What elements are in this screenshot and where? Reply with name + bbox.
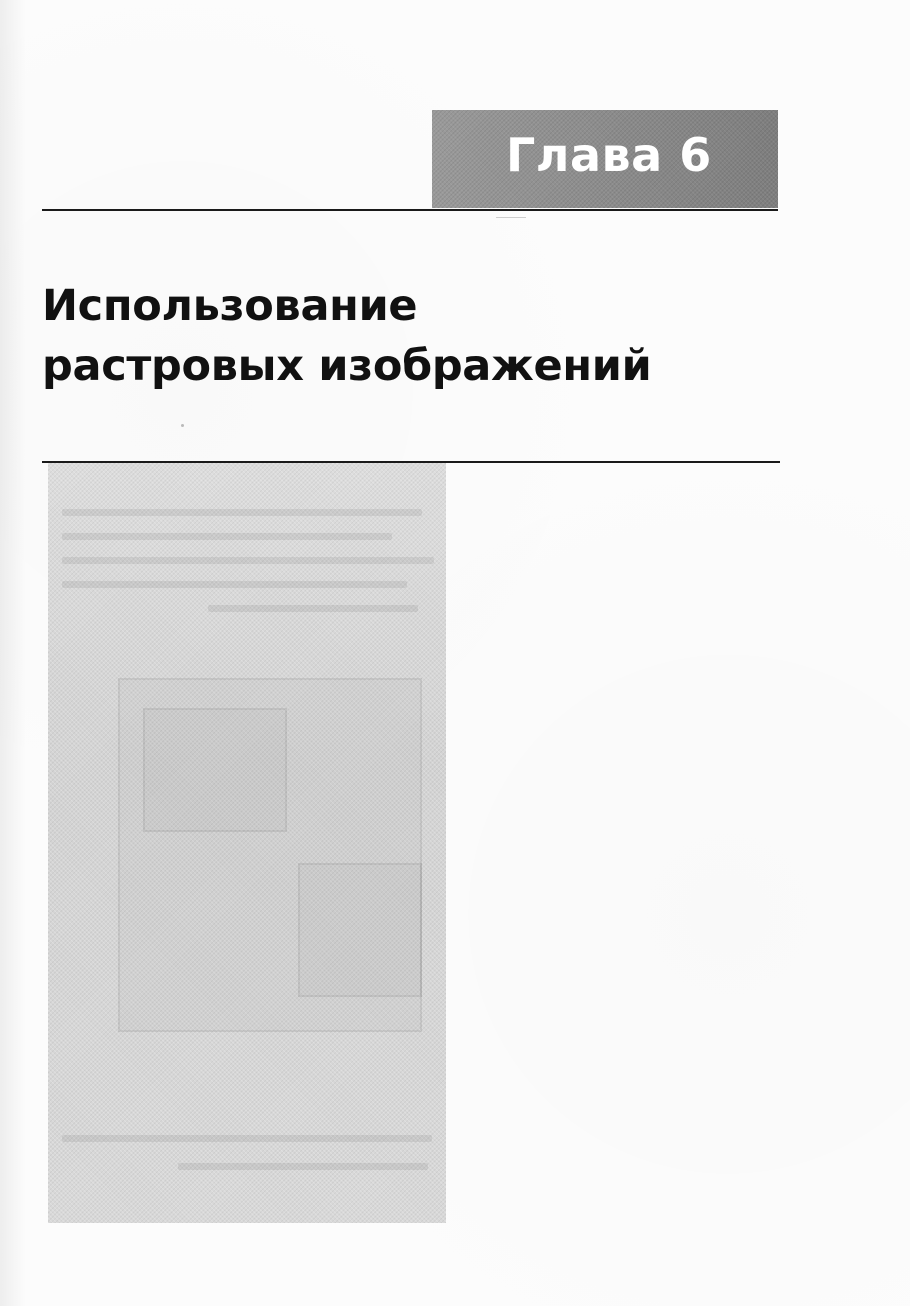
chapter-title-line-2: растровых изображений	[42, 341, 652, 391]
chapter-title	[42, 276, 651, 396]
top-divider-rule	[42, 209, 778, 211]
faded-text-line	[208, 605, 418, 612]
faded-text-line	[62, 581, 407, 588]
scan-speck	[181, 424, 184, 427]
faded-text-line	[178, 1163, 428, 1170]
faded-text-line	[62, 1135, 432, 1142]
faded-text-line	[62, 533, 392, 540]
scan-edge-shadow	[0, 0, 26, 1306]
scan-mark	[496, 217, 526, 218]
faded-text-line	[62, 509, 422, 516]
chapter-title-line-1: Использование	[42, 281, 418, 331]
faded-screenshot-inner	[143, 708, 287, 832]
faded-screenshot-inner	[298, 863, 422, 997]
faded-text-line	[62, 557, 434, 564]
chapter-label: Глава 6	[506, 128, 712, 182]
faded-illustration-panel	[48, 463, 446, 1223]
